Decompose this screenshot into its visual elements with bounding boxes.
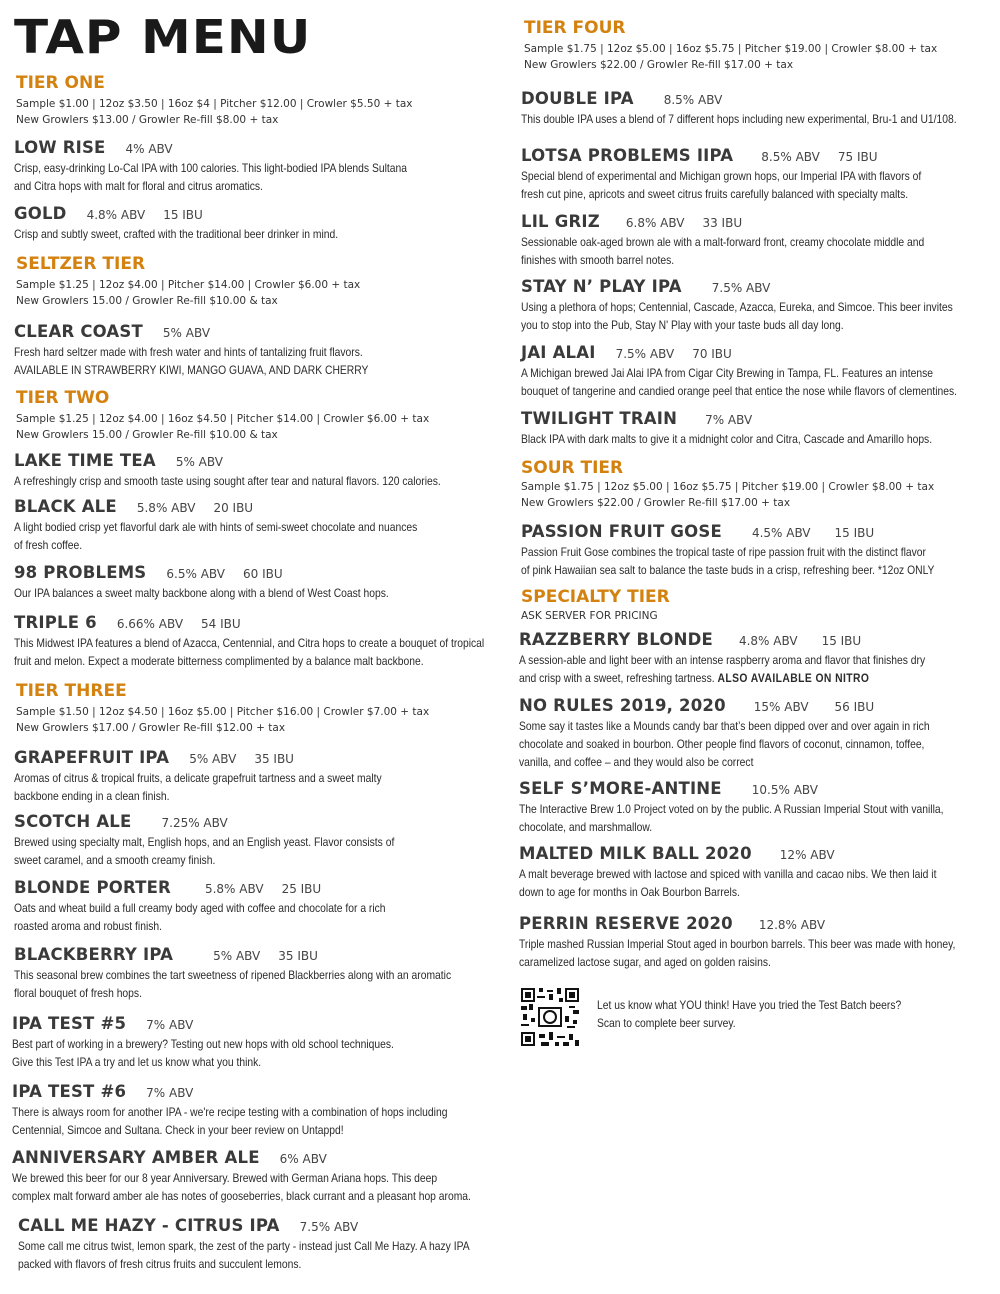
tier-name: TIER THREE xyxy=(16,681,127,701)
tier-name: SOUR TIER xyxy=(521,458,624,478)
tier-two-section xyxy=(16,388,429,443)
beer-name: SCOTCH ALE xyxy=(14,812,132,831)
beer-description: Our IPA balances a sweet malty backbone along with a blend of West Coast hops. xyxy=(14,586,389,600)
beer-name: ANNIVERSARY AMBER ALE xyxy=(12,1148,260,1167)
beer-description: This seasonal brew combines the tart sweetness of ripened Blackberries along with an aromatic floral bouquet of fresh hops. xyxy=(14,968,452,1000)
beer-abv: 6.66% ABV xyxy=(116,617,184,631)
beer-lotsa-problems xyxy=(521,146,986,203)
beer-description: There is always room for another IPA - we're recipe testing with a combination of hops including Centennial, Simcoe and Sultana. Check in your beer review on Untappd! xyxy=(12,1105,448,1137)
beer-description: Aromas of citrus & tropical fruits, a delicate grapefruit tartness and a sweet malty backbone ending in a clean finish. xyxy=(14,771,382,803)
beer-ibu: 60 IBU xyxy=(243,567,283,581)
beer-malted-milk-ball xyxy=(519,844,1000,901)
beer-name: GRAPEFRUIT IPA xyxy=(14,748,170,767)
beer-abv: 7.5% ABV xyxy=(615,347,675,361)
beer-low-rise xyxy=(14,138,471,195)
beer-no-rules xyxy=(519,696,996,771)
beer-abv: 6% ABV xyxy=(279,1152,327,1166)
beer-ibu: 25 IBU xyxy=(281,882,322,896)
beer-abv: 12.8% ABV xyxy=(758,918,826,932)
beer-ibu: 15 IBU xyxy=(821,634,862,648)
beer-blackberry-ipa xyxy=(14,945,515,1002)
beer-self-smore-antine xyxy=(519,779,1000,836)
beer-scotch-ale xyxy=(14,812,456,869)
nitro-note: ALSO AVAILABLE ON NITRO xyxy=(717,671,870,685)
tier-price: ASK SERVER FOR PRICING xyxy=(521,610,658,622)
tier-one-section xyxy=(16,73,412,128)
beer-name: BLONDE PORTER xyxy=(14,878,171,897)
beer-description: A light bodied crisp yet flavorful dark ale with hints of semi-sweet chocolate and nuances of fresh coffee. xyxy=(14,520,418,552)
beer-lake-time-tea xyxy=(14,451,510,490)
beer-abv: 4.8% ABV xyxy=(86,208,146,222)
beer-ibu: 35 IBU xyxy=(278,949,318,963)
beer-name: CALL ME HAZY - CITRUS IPA xyxy=(18,1216,280,1235)
beer-ibu: 75 IBU xyxy=(837,150,878,164)
beer-description: This Midwest IPA features a blend of Azacca, Centennial, and Citra hops to create a bouquet of tropical fruit and melon. Expect a moderate bitterness complimented by a balance malt backbone. xyxy=(14,636,485,668)
beer-name: LOW RISE xyxy=(14,138,106,157)
beer-name: LOTSA PROBLEMS IIPA xyxy=(521,146,734,165)
beer-ibu: 33 IBU xyxy=(702,216,743,230)
beer-name: JAI ALAI xyxy=(521,343,596,362)
beer-name: RAZZBERRY BLONDE xyxy=(519,630,713,649)
beer-description: Crisp, easy-drinking Lo-Cal IPA with 100 calories. This light-bodied IPA blends Sultana and Citra hops with malt for floral and citrus aromatics. xyxy=(14,161,407,193)
beer-call-me-hazy xyxy=(18,1216,515,1273)
beer-description: Using a plethora of hops; Centennial, Cascade, Azacca, Eureka, and Simcoe. This beer invites you to stop into the Pub, Stay N' Play with your taste buds all day long. xyxy=(521,300,953,332)
beer-98-problems xyxy=(14,563,450,602)
beer-description: Triple mashed Russian Imperial Stout aged in bourbon barrels. This beer was made with honey, caramelized lactose sugar, and aged on golden raisins. xyxy=(519,937,956,969)
tier-price: Sample $1.25 | 12oz $4.00 | 16oz $4.50 | Pitcher $14.00 | Crowler $6.00 + tax New Growlers 15.00 / Growler Re-fill $10.00 & tax xyxy=(16,413,430,441)
beer-gold xyxy=(14,204,391,243)
beer-abv: 7.5% ABV xyxy=(299,1220,359,1234)
beer-abv: 5.8% ABV xyxy=(204,882,264,896)
beer-double-ipa xyxy=(521,89,1000,128)
beer-twilight-train xyxy=(521,409,999,448)
beer-name: BLACKBERRY IPA xyxy=(14,945,174,964)
tier-name: TIER TWO xyxy=(16,388,110,408)
beer-abv: 5% ABV xyxy=(175,455,223,469)
beer-description: Some say it tastes like a Mounds candy bar that’s been dipped over and over again in rich chocolate and soaked in bourbon. Other people find flavors of coconut, cinnamon, toffee, vanilla, and coffee – and they would also be correct xyxy=(519,719,930,769)
beer-description: Brewed using specialty malt, English hops, and an English yeast. Flavor consists of sweet caramel, and a smooth creamy finish. xyxy=(14,835,395,867)
beer-description: A Michigan brewed Jai Alai IPA from Cigar City Brewing in Tampa, FL. Features an intense bouquet of tangerine and candied orange peel that entice the nose while flavors of clementines. xyxy=(521,366,958,398)
beer-name: NO RULES 2019, 2020 xyxy=(519,696,726,715)
beer-ibu: 35 IBU xyxy=(254,752,294,766)
beer-abv: 7.25% ABV xyxy=(161,816,228,830)
seltzer-tier-section xyxy=(16,254,360,309)
beer-abv: 12% ABV xyxy=(779,848,835,862)
beer-name: LIL GRIZ xyxy=(521,212,600,231)
beer-razzberry-blonde xyxy=(519,630,991,687)
tier-price: Sample $1.00 | 12oz $3.50 | 16oz $4 | Pitcher $12.00 | Crowler $5.50 + tax New Growlers $13.00 / Growler Re-fill $8.00 + tax xyxy=(16,98,413,126)
tier-three-section xyxy=(16,681,429,736)
beer-name: DOUBLE IPA xyxy=(521,89,634,108)
beer-description: This double IPA uses a blend of 7 different hops including new experimental, Bru-1 and U1/108. xyxy=(521,112,957,126)
qr-code-icon[interactable] xyxy=(521,988,579,1046)
beer-description: A malt beverage brewed with lactose and spiced with vanilla and cacao nibs. We then laid it down to age for months in Oak Bourbon Barrels. xyxy=(519,867,937,899)
page-title: TAP MENU xyxy=(14,10,312,65)
tier-price: Sample $1.75 | 12oz $5.00 | 16oz $5.75 | Pitcher $19.00 | Crowler $8.00 + tax New Growlers $22.00 / Growler Re-fill $17.00 + tax xyxy=(524,43,938,71)
tier-name: TIER ONE xyxy=(16,73,105,93)
beer-name: SELF S’MORE-ANTINE xyxy=(519,779,722,798)
beer-abv: 8.5% ABV xyxy=(663,93,723,107)
survey-line-2: Scan to complete beer survey. xyxy=(597,1016,736,1030)
beer-anniversary-amber-ale xyxy=(12,1148,515,1205)
beer-ipa-test-6 xyxy=(12,1082,515,1139)
beer-description: Passion Fruit Gose combines the tropical taste of ripe passion fruit with the distinct flavor of pink Hawaiian sea salt to balance the taste buds in a crisp, refreshing beer. *12oz ONLY xyxy=(521,545,935,577)
specialty-tier-section xyxy=(521,587,670,624)
beer-description: A session-able and light beer with an intense raspberry aroma and flavor that finishes dry and crisp with a sweet, refreshing tartness. ALSO AVAILABLE ON NITRO xyxy=(519,653,926,685)
beer-black-ale xyxy=(14,497,483,554)
beer-clear-coast xyxy=(14,322,426,379)
beer-jai-alai xyxy=(521,343,1000,400)
tier-price: Sample $1.25 | 12oz $4.00 | Pitcher $14.00 | Crowler $6.00 + tax New Growlers 15.00 / Growler Re-fill $10.00 & tax xyxy=(16,279,361,307)
beer-name: GOLD xyxy=(14,204,67,223)
beer-description: Oats and wheat build a full creamy body aged with coffee and chocolate for a rich roasted aroma and robust finish. xyxy=(14,901,386,933)
beer-name: CLEAR COAST xyxy=(14,322,143,341)
tier-name: SELTZER TIER xyxy=(16,254,146,274)
beer-abv: 5% ABV xyxy=(189,752,237,766)
beer-blonde-porter xyxy=(14,878,446,935)
beer-triple-6 xyxy=(14,613,515,670)
beer-abv: 8.5% ABV xyxy=(761,150,820,164)
survey-text xyxy=(597,996,958,1032)
beer-description: Some call me citrus twist, lemon spark, the zest of the party - instead just Call Me Hazy. A hazy IPA packed with flavors of fresh citrus fruits and succulent lemons. xyxy=(18,1239,470,1271)
beer-name: BLACK ALE xyxy=(14,497,117,516)
beer-abv: 5% ABV xyxy=(162,326,211,340)
beer-description: Special blend of experimental and Michigan grown hops, our Imperial IPA with flavors of fresh cut pine, apricots and sweet citrus fruits carefully balanced with specialty malts. xyxy=(521,169,922,201)
beer-description: Fresh hard seltzer made with fresh water and hints of tantalizing fruit flavors. AVAILABLE IN STRAWBERRY KIWI, MANGO GUAVA, AND DARK CHERRY xyxy=(14,345,369,377)
beer-stay-n-play-ipa xyxy=(521,277,1000,334)
beer-description: The Interactive Brew 1.0 Project voted on by the public. A Russian Imperial Stout with vanilla, chocolate, and marshmallow. xyxy=(519,802,944,834)
beer-lil-griz xyxy=(521,212,990,269)
beer-name: STAY N’ PLAY IPA xyxy=(521,277,682,296)
survey-line-1: Let us know what YOU think! Have you tried the Test Batch beers? xyxy=(597,998,902,1012)
beer-ibu: 15 IBU xyxy=(834,526,875,540)
beer-abv: 5% ABV xyxy=(213,949,261,963)
beer-abv: 15% ABV xyxy=(753,700,809,714)
beer-abv: 7.5% ABV xyxy=(711,281,771,295)
beer-description: We brewed this beer for our 8 year Anniversary. Brewed with German Ariana hops. This deep complex malt forward amber ale has notes of gooseberries, black currant and a pleasant hop aroma. xyxy=(12,1171,471,1203)
tier-name: SPECIALTY TIER xyxy=(521,587,670,607)
tier-name: TIER FOUR xyxy=(524,18,626,38)
beer-description: A refreshingly crisp and smooth taste using sought after tear and natural flavors. 120 calories. xyxy=(14,474,441,488)
beer-name: PERRIN RESERVE 2020 xyxy=(519,914,733,933)
beer-description: Sessionable oak-aged brown ale with a malt-forward front, creamy chocolate middle and finishes with smooth barrel notes. xyxy=(521,235,925,267)
beer-grapefruit-ipa xyxy=(14,748,442,805)
beer-abv: 4% ABV xyxy=(125,142,173,156)
beer-ibu: 15 IBU xyxy=(163,208,203,222)
beer-abv: 4.8% ABV xyxy=(738,634,798,648)
beer-description: Black IPA with dark malts to give it a midnight color and Citra, Cascade and Amarillo hops. xyxy=(521,432,933,446)
beer-name: TWILIGHT TRAIN xyxy=(521,409,678,428)
beer-ibu: 56 IBU xyxy=(834,700,875,714)
beer-description: Best part of working in a brewery? Testing out new hops with old school techniques. Give this Test IPA a try and let us know what you think. xyxy=(12,1037,394,1069)
beer-ibu: 70 IBU xyxy=(692,347,732,361)
beer-ibu: 54 IBU xyxy=(201,617,241,631)
beer-abv: 7% ABV xyxy=(705,413,753,427)
tier-four-section xyxy=(524,18,937,73)
beer-abv: 7% ABV xyxy=(146,1018,194,1032)
beer-abv: 10.5% ABV xyxy=(751,783,818,797)
beer-abv: 6.8% ABV xyxy=(625,216,685,230)
beer-abv: 5.8% ABV xyxy=(136,501,196,515)
beer-name: 98 PROBLEMS xyxy=(14,563,147,582)
beer-name: TRIPLE 6 xyxy=(14,613,97,632)
sour-tier-section xyxy=(521,458,934,511)
beer-name: IPA TEST #6 xyxy=(12,1082,127,1101)
tier-price: Sample $1.50 | 12oz $4.50 | 16oz $5.00 | Pitcher $16.00 | Crowler $7.00 + tax New Growlers $17.00 / Growler Re-fill $12.00 + tax xyxy=(16,706,430,734)
beer-ipa-test-5 xyxy=(12,1014,456,1071)
beer-abv: 6.5% ABV xyxy=(166,567,225,581)
beer-abv: 4.5% ABV xyxy=(751,526,811,540)
tier-price: Sample $1.75 | 12oz $5.00 | 16oz $5.75 | Pitcher $19.00 | Crowler $8.00 + tax New Growlers $22.00 / Growler Re-fill $17.00 + tax xyxy=(521,481,935,509)
beer-name: PASSION FRUIT GOSE xyxy=(521,522,722,541)
beer-abv: 7% ABV xyxy=(146,1086,194,1100)
beer-perrin-reserve xyxy=(519,914,1000,971)
beer-name: IPA TEST #5 xyxy=(12,1014,127,1033)
beer-name: MALTED MILK BALL 2020 xyxy=(519,844,752,863)
beer-description: Crisp and subtly sweet, crafted with the traditional beer drinker in mind. xyxy=(14,227,339,241)
beer-ibu: 20 IBU xyxy=(213,501,254,515)
beer-name: LAKE TIME TEA xyxy=(14,451,156,470)
beer-passion-fruit-gose xyxy=(521,522,1000,579)
